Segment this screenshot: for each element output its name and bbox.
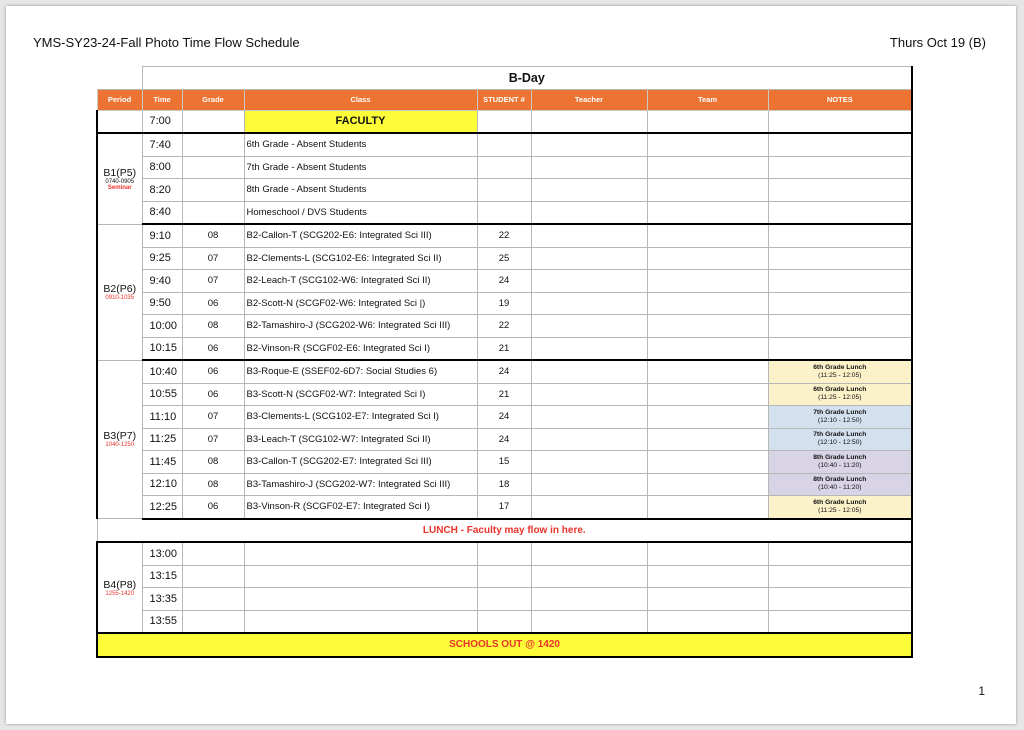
faculty-label: FACULTY — [244, 110, 477, 133]
col-header-teacher: Teacher — [531, 89, 647, 110]
class-cell: 7th Grade - Absent Students — [244, 156, 477, 179]
lunch-note-time: (11:25 - 12:05) — [818, 506, 862, 514]
table-row — [97, 565, 912, 588]
lunch-note-time: (12:10 - 12:50) — [817, 416, 862, 424]
period-time-range: 1040-1250 — [105, 442, 135, 449]
notes-cell — [768, 360, 912, 383]
notes-cell — [768, 542, 912, 565]
lunch-note-time: (10:40 - 11:20) — [818, 484, 862, 492]
class-cell — [244, 588, 477, 611]
table-row — [97, 292, 912, 315]
time-cell: 10:00 — [142, 315, 182, 338]
teacher-cell — [531, 133, 647, 156]
schedule-table — [96, 66, 913, 658]
table-row — [97, 270, 912, 293]
period-cell — [97, 360, 142, 519]
class-cell: 6th Grade - Absent Students — [244, 133, 477, 156]
class-cell: B3-Leach-T (SCG102-W7: Integrated Sci II) — [244, 428, 477, 451]
student-count-cell: 18 — [477, 473, 531, 496]
student-count-cell: 21 — [477, 337, 531, 360]
student-count-cell: 17 — [477, 496, 531, 519]
teacher-cell — [531, 224, 647, 247]
lunch-note-title: 7th Grade Lunch — [813, 431, 867, 439]
lunch-note-time: (11:25 - 12:05) — [818, 371, 862, 379]
document-date: Thurs Oct 19 (B) — [889, 35, 986, 50]
team-cell — [647, 179, 768, 202]
team-cell — [647, 315, 768, 338]
table-row — [97, 496, 912, 519]
time-cell: 9:40 — [142, 270, 182, 293]
notes-cell — [768, 179, 912, 202]
period-name: B3(P7) — [103, 430, 137, 443]
teacher-cell — [531, 315, 647, 338]
team-cell — [647, 292, 768, 315]
col-header-class: Class — [244, 89, 477, 110]
lunch-note-title: 7th Grade Lunch — [813, 408, 867, 416]
col-header-students: STUDENT # — [477, 89, 531, 110]
student-count-cell: 22 — [477, 224, 531, 247]
class-cell: B3-Vinson-R (SCGF02-E7: Integrated Sci I) — [244, 496, 477, 519]
student-count-cell — [477, 565, 531, 588]
student-count-cell: 24 — [477, 270, 531, 293]
notes-cell — [768, 496, 912, 519]
student-count-cell: 24 — [477, 360, 531, 383]
student-count-cell: 15 — [477, 451, 531, 474]
grade-cell: 06 — [182, 337, 244, 360]
grade-cell — [182, 610, 244, 633]
period-cell — [97, 542, 142, 633]
lunch-note-title: 6th Grade Lunch — [813, 363, 867, 371]
table-row — [97, 201, 912, 224]
schools-out-banner-text: SCHOOLS OUT @ 1420 — [97, 633, 912, 657]
student-count-cell — [477, 133, 531, 156]
class-cell — [244, 542, 477, 565]
time-cell: 9:10 — [142, 224, 182, 247]
team-cell — [647, 224, 768, 247]
teacher-cell — [531, 610, 647, 633]
grade-cell — [182, 179, 244, 202]
teacher-cell — [531, 292, 647, 315]
student-count-cell: 25 — [477, 247, 531, 270]
time-cell: 8:00 — [142, 156, 182, 179]
student-count-cell — [477, 179, 531, 202]
team-cell — [647, 496, 768, 519]
teacher-cell — [531, 383, 647, 406]
time-cell: 11:25 — [142, 428, 182, 451]
class-cell: B2-Callon-T (SCG202-E6: Integrated Sci III) — [244, 224, 477, 247]
team-cell — [647, 428, 768, 451]
col-header-time: Time — [142, 89, 182, 110]
period-name: B4(P8) — [103, 578, 137, 591]
time-cell: 9:50 — [142, 292, 182, 315]
lunch-note-title: 6th Grade Lunch — [813, 498, 867, 506]
notes-cell — [768, 201, 912, 224]
document-title: YMS-SY23-24-Fall Photo Time Flow Schedule — [33, 35, 300, 50]
student-count-cell — [477, 542, 531, 565]
day-title: B-Day — [142, 67, 912, 90]
period-cell — [97, 133, 142, 224]
grade-cell: 07 — [182, 247, 244, 270]
table-row — [97, 610, 912, 633]
period-time-range: 0910-1035 — [105, 295, 135, 301]
team-cell — [647, 542, 768, 565]
class-cell: B3-Clements-L (SCG102-E7: Integrated Sci I) — [244, 406, 477, 429]
team-cell — [647, 133, 768, 156]
teacher-cell — [531, 451, 647, 474]
notes-cell — [768, 428, 912, 451]
student-count-cell — [477, 201, 531, 224]
grade-cell: 07 — [182, 406, 244, 429]
table-row — [97, 247, 912, 270]
faculty-time: 7:00 — [142, 110, 182, 133]
teacher-cell — [531, 428, 647, 451]
student-count-cell: 24 — [477, 406, 531, 429]
teacher-cell — [531, 360, 647, 383]
team-cell — [647, 156, 768, 179]
notes-cell — [768, 224, 912, 247]
table-row — [97, 451, 912, 474]
table-row — [97, 406, 912, 429]
faculty-row — [97, 110, 912, 133]
notes-cell — [768, 588, 912, 611]
team-cell — [647, 270, 768, 293]
student-count-cell: 22 — [477, 315, 531, 338]
class-cell — [244, 565, 477, 588]
teacher-cell — [531, 565, 647, 588]
time-cell: 9:25 — [142, 247, 182, 270]
class-cell: B3-Callon-T (SCG202-E7: Integrated Sci III) — [244, 451, 477, 474]
table-row — [97, 428, 912, 451]
team-cell — [647, 360, 768, 383]
table-row — [97, 179, 912, 202]
time-cell: 7:40 — [142, 133, 182, 156]
notes-cell — [768, 292, 912, 315]
page-number: 1 — [978, 684, 985, 698]
grade-cell: 06 — [182, 292, 244, 315]
time-cell: 13:55 — [142, 610, 182, 633]
student-count-cell — [477, 610, 531, 633]
lunch-banner-text: LUNCH - Faculty may flow in here. — [97, 519, 912, 543]
notes-cell — [768, 406, 912, 429]
notes-cell — [768, 247, 912, 270]
teacher-cell — [531, 337, 647, 360]
period-time-range: 1255-1420 — [105, 590, 135, 597]
team-cell — [647, 406, 768, 429]
grade-cell: 08 — [182, 315, 244, 338]
table-row — [97, 360, 912, 383]
grade-cell — [182, 565, 244, 588]
time-cell: 8:20 — [142, 179, 182, 202]
time-cell: 10:55 — [142, 383, 182, 406]
period-name: B1(P5) — [103, 166, 137, 179]
teacher-cell — [531, 406, 647, 429]
period-cell — [97, 224, 142, 360]
student-count-cell: 21 — [477, 383, 531, 406]
teacher-cell — [531, 156, 647, 179]
time-cell: 11:45 — [142, 451, 182, 474]
student-count-cell — [477, 588, 531, 611]
notes-cell — [768, 451, 912, 474]
student-count-cell — [477, 156, 531, 179]
grade-cell: 06 — [182, 360, 244, 383]
lunch-banner-row — [97, 519, 912, 543]
notes-cell — [768, 610, 912, 633]
table-row — [97, 156, 912, 179]
lunch-note-time: (12:10 - 12:50) — [817, 439, 862, 447]
schools-out-banner-row — [97, 633, 912, 657]
team-cell — [647, 201, 768, 224]
teacher-cell — [531, 496, 647, 519]
notes-cell — [768, 156, 912, 179]
grade-cell: 07 — [182, 428, 244, 451]
student-count-cell: 19 — [477, 292, 531, 315]
class-cell: B3-Tamashiro-J (SCG202-W7: Integrated Sci III) — [244, 473, 477, 496]
class-cell: B3-Scott-N (SCGF02-W7: Integrated Sci I) — [244, 383, 477, 406]
teacher-cell — [531, 247, 647, 270]
lunch-note-time: (11:25 - 12:05) — [818, 394, 862, 402]
class-cell: B3-Roque-E (SSEF02-6D7: Social Studies 6) — [244, 360, 477, 383]
lunch-note-title: 6th Grade Lunch — [813, 386, 867, 394]
period-name: B2(P6) — [103, 283, 137, 295]
time-cell: 12:10 — [142, 473, 182, 496]
time-cell: 10:15 — [142, 337, 182, 360]
grade-cell — [182, 542, 244, 565]
team-cell — [647, 473, 768, 496]
team-cell — [647, 565, 768, 588]
class-cell: Homeschool / DVS Students — [244, 201, 477, 224]
table-row — [97, 588, 912, 611]
class-cell: B2-Tamashiro-J (SCG202-W6: Integrated Sci III) — [244, 315, 477, 338]
time-cell: 11:10 — [142, 406, 182, 429]
teacher-cell — [531, 179, 647, 202]
team-cell — [647, 383, 768, 406]
grade-cell: 06 — [182, 496, 244, 519]
notes-cell — [768, 383, 912, 406]
time-cell: 13:35 — [142, 588, 182, 611]
period-subtitle: Seminar — [107, 184, 132, 191]
team-cell — [647, 610, 768, 633]
class-cell: B2-Scott-N (SCGF02-W6: Integrated Sci |) — [244, 292, 477, 315]
teacher-cell — [531, 542, 647, 565]
notes-cell — [768, 315, 912, 338]
col-header-team: Team — [647, 89, 768, 110]
grade-cell: 06 — [182, 383, 244, 406]
team-cell — [647, 337, 768, 360]
grade-cell — [182, 133, 244, 156]
class-cell: B2-Vinson-R (SCGF02-E6: Integrated Sci I) — [244, 337, 477, 360]
notes-cell — [768, 337, 912, 360]
team-cell — [647, 588, 768, 611]
col-header-grade: Grade — [182, 89, 244, 110]
grade-cell: 08 — [182, 224, 244, 247]
time-cell: 12:25 — [142, 496, 182, 519]
notes-cell — [768, 473, 912, 496]
time-cell: 8:40 — [142, 201, 182, 224]
time-cell: 13:00 — [142, 542, 182, 565]
col-header-period: Period — [97, 89, 142, 110]
grade-cell: 08 — [182, 451, 244, 474]
notes-cell — [768, 565, 912, 588]
table-row — [97, 315, 912, 338]
table-row — [97, 224, 912, 247]
team-cell — [647, 247, 768, 270]
team-cell — [647, 451, 768, 474]
time-cell: 10:40 — [142, 360, 182, 383]
teacher-cell — [531, 270, 647, 293]
teacher-cell — [531, 473, 647, 496]
grade-cell: 07 — [182, 270, 244, 293]
class-cell: B2-Leach-T (SCG102-W6: Integrated Sci II) — [244, 270, 477, 293]
teacher-cell — [531, 201, 647, 224]
class-cell — [244, 610, 477, 633]
lunch-note-title: 8th Grade Lunch — [813, 453, 867, 461]
notes-cell — [768, 270, 912, 293]
grade-cell — [182, 588, 244, 611]
grade-cell — [182, 156, 244, 179]
table-row — [97, 542, 912, 565]
table-row — [97, 133, 912, 156]
class-cell: B2-Clements-L (SCG102-E6: Integrated Sci II) — [244, 247, 477, 270]
table-row — [97, 383, 912, 406]
col-header-notes: NOTES — [768, 89, 912, 110]
period-time-range: 0740-0905 — [105, 178, 135, 185]
class-cell: 8th Grade - Absent Students — [244, 179, 477, 202]
column-header-row — [97, 89, 912, 110]
grade-cell — [182, 201, 244, 224]
lunch-note-title: 8th Grade Lunch — [813, 476, 867, 484]
teacher-cell — [531, 588, 647, 611]
student-count-cell: 24 — [477, 428, 531, 451]
grade-cell: 08 — [182, 473, 244, 496]
table-row — [97, 337, 912, 360]
notes-cell — [768, 133, 912, 156]
table-row — [97, 473, 912, 496]
lunch-note-time: (10:40 - 11:20) — [818, 461, 862, 469]
time-cell: 13:15 — [142, 565, 182, 588]
